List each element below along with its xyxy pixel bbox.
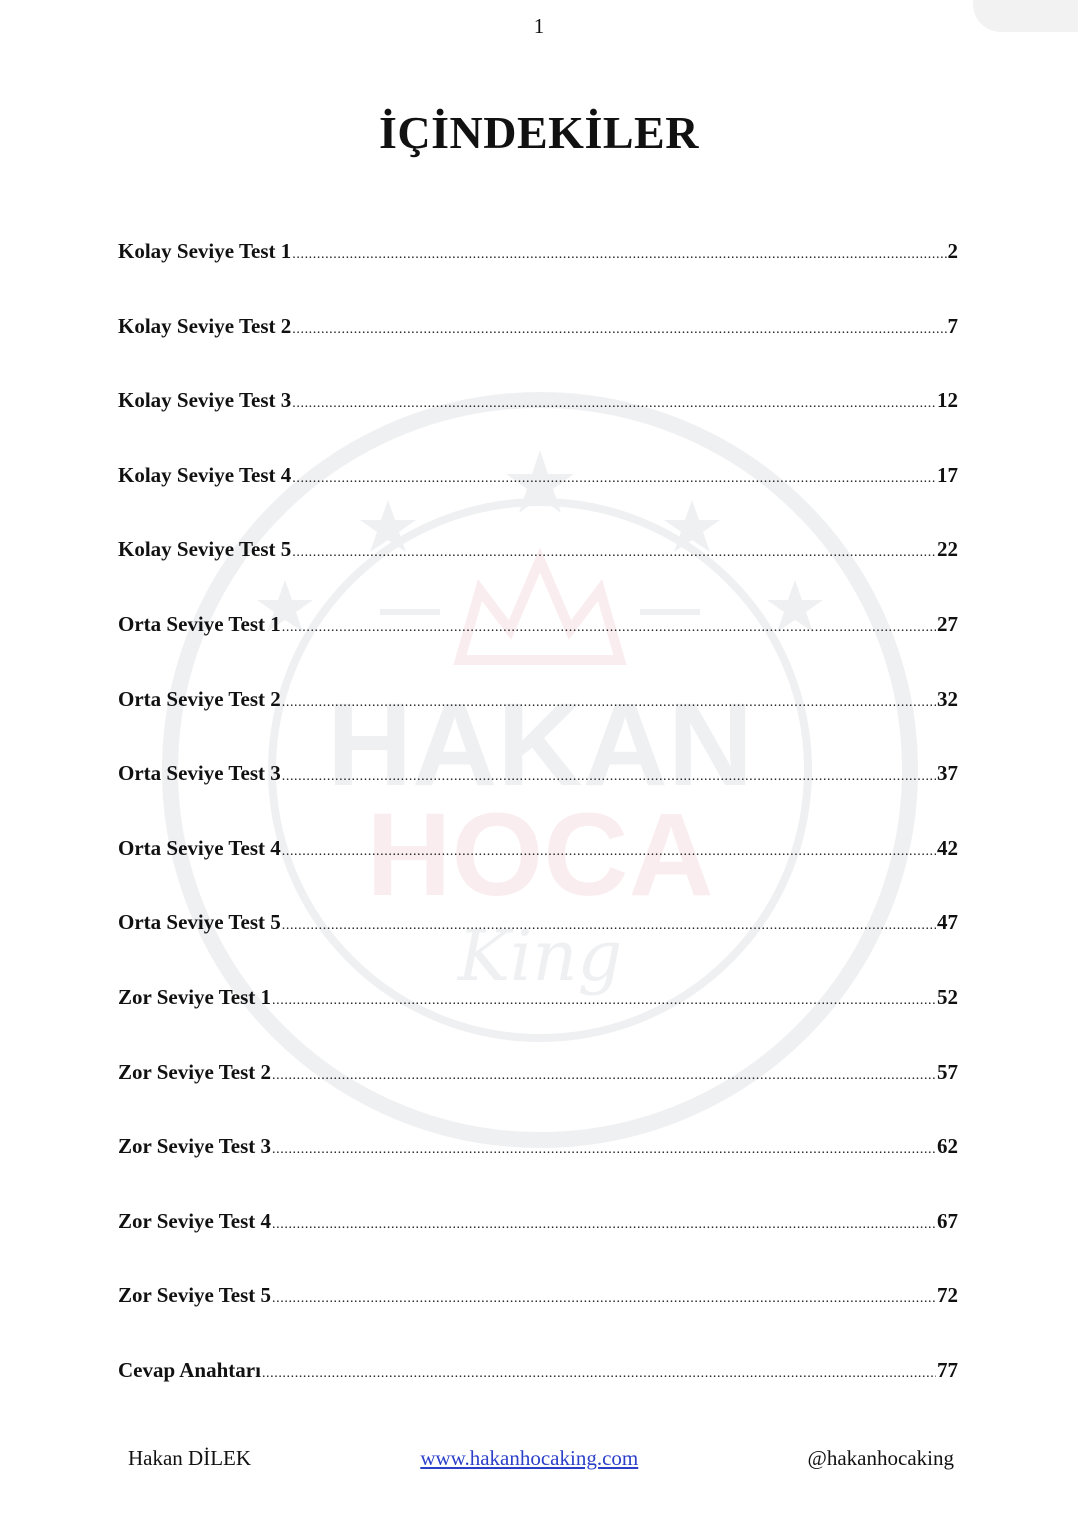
page-footer — [128, 1446, 954, 1471]
toc-dot-leader — [282, 844, 936, 860]
toc-entry-label: Kolay Seviye Test 1 — [118, 239, 292, 263]
toc-entry-page: 57 — [937, 1059, 958, 1084]
toc-entry-page: 42 — [937, 835, 958, 860]
toc-entry[interactable] — [118, 612, 958, 687]
toc-entry[interactable] — [118, 314, 958, 389]
toc-entry-page: 22 — [937, 537, 958, 562]
toc-entry-page: 32 — [937, 686, 958, 711]
toc-entry[interactable] — [118, 1060, 958, 1135]
toc-dot-leader — [272, 1142, 936, 1158]
toc-entry-page: 12 — [937, 388, 958, 413]
toc-dot-leader — [282, 695, 936, 711]
toc-dot-leader — [262, 1366, 936, 1382]
toc-entry-label: Zor Seviye Test 2 — [118, 1059, 272, 1084]
toc-entry[interactable] — [118, 537, 958, 612]
toc-entry[interactable] — [118, 910, 958, 985]
toc-entry-page: 37 — [937, 761, 958, 786]
toc-entry[interactable] — [118, 836, 958, 911]
page-title: İÇİNDEKİLER — [379, 107, 699, 158]
toc-entry[interactable] — [118, 761, 958, 836]
toc-entry-label: Orta Seviye Test 2 — [118, 686, 281, 711]
toc-entry-page: 67 — [937, 1208, 958, 1233]
toc-dot-leader — [292, 545, 936, 561]
watermark-script: King — [457, 915, 623, 997]
table-of-contents — [118, 239, 958, 1433]
toc-entry-label: Orta Seviye Test 1 — [118, 611, 281, 636]
toc-entry-page: 17 — [937, 462, 958, 487]
toc-entry-label: Zor Seviye Test 5 — [118, 1283, 272, 1308]
toc-entry-page: 47 — [937, 910, 958, 935]
toc-dot-leader — [272, 1291, 936, 1307]
toc-entry[interactable] — [118, 687, 958, 762]
toc-entry[interactable] — [118, 985, 958, 1060]
toc-entry[interactable] — [118, 463, 958, 538]
toc-entry-label: Cevap Anahtarı — [118, 1357, 261, 1382]
toc-dot-leader — [292, 471, 936, 487]
toc-entry-label: Zor Seviye Test 3 — [118, 1134, 272, 1159]
toc-entry-label: Kolay Seviye Test 4 — [118, 462, 292, 487]
toc-dot-leader — [292, 322, 946, 338]
toc-dot-leader — [272, 993, 936, 1009]
toc-entry-page: 2 — [947, 239, 958, 263]
footer-author: Hakan DİLEK — [128, 1446, 252, 1470]
toc-entry-page: 27 — [937, 611, 958, 636]
toc-entry-page: 52 — [937, 984, 958, 1009]
toc-entry-label: Orta Seviye Test 3 — [118, 761, 281, 786]
toc-entry-page: 7 — [947, 313, 958, 338]
toc-entry-label: Kolay Seviye Test 2 — [118, 313, 292, 338]
toc-dot-leader — [282, 620, 936, 636]
toc-entry-label: Zor Seviye Test 4 — [118, 1208, 272, 1233]
footer-website-link[interactable]: www.hakanhocaking.com — [420, 1446, 639, 1470]
toc-dot-leader — [272, 1217, 936, 1233]
toc-dot-leader — [272, 1068, 936, 1084]
toc-entry[interactable] — [118, 388, 958, 463]
toc-entry[interactable] — [118, 1283, 958, 1358]
watermark-line2: HOCA — [366, 789, 714, 921]
toc-dot-leader — [282, 769, 936, 785]
toc-entry-page: 77 — [937, 1357, 958, 1382]
footer-social-handle: @hakanhocaking — [807, 1446, 954, 1470]
toc-entry-label: Kolay Seviye Test 5 — [118, 537, 292, 562]
toc-entry[interactable] — [118, 1134, 958, 1209]
toc-dot-leader — [292, 247, 946, 263]
toc-entry-label: Kolay Seviye Test 3 — [118, 388, 292, 413]
toc-entry-label: Orta Seviye Test 5 — [118, 910, 281, 935]
toc-entry[interactable] — [118, 239, 958, 314]
toc-entry-label: Zor Seviye Test 1 — [118, 984, 272, 1009]
toc-entry-label: Orta Seviye Test 4 — [118, 835, 281, 860]
toc-entry-page: 72 — [937, 1283, 958, 1308]
toc-entry[interactable] — [118, 1358, 958, 1433]
toc-entry[interactable] — [118, 1209, 958, 1284]
toc-dot-leader — [292, 396, 936, 412]
page-number: 1 — [533, 14, 545, 38]
toc-entry-page: 62 — [937, 1134, 958, 1159]
toc-dot-leader — [282, 918, 936, 934]
watermark-line1: HAKAN — [326, 679, 754, 811]
